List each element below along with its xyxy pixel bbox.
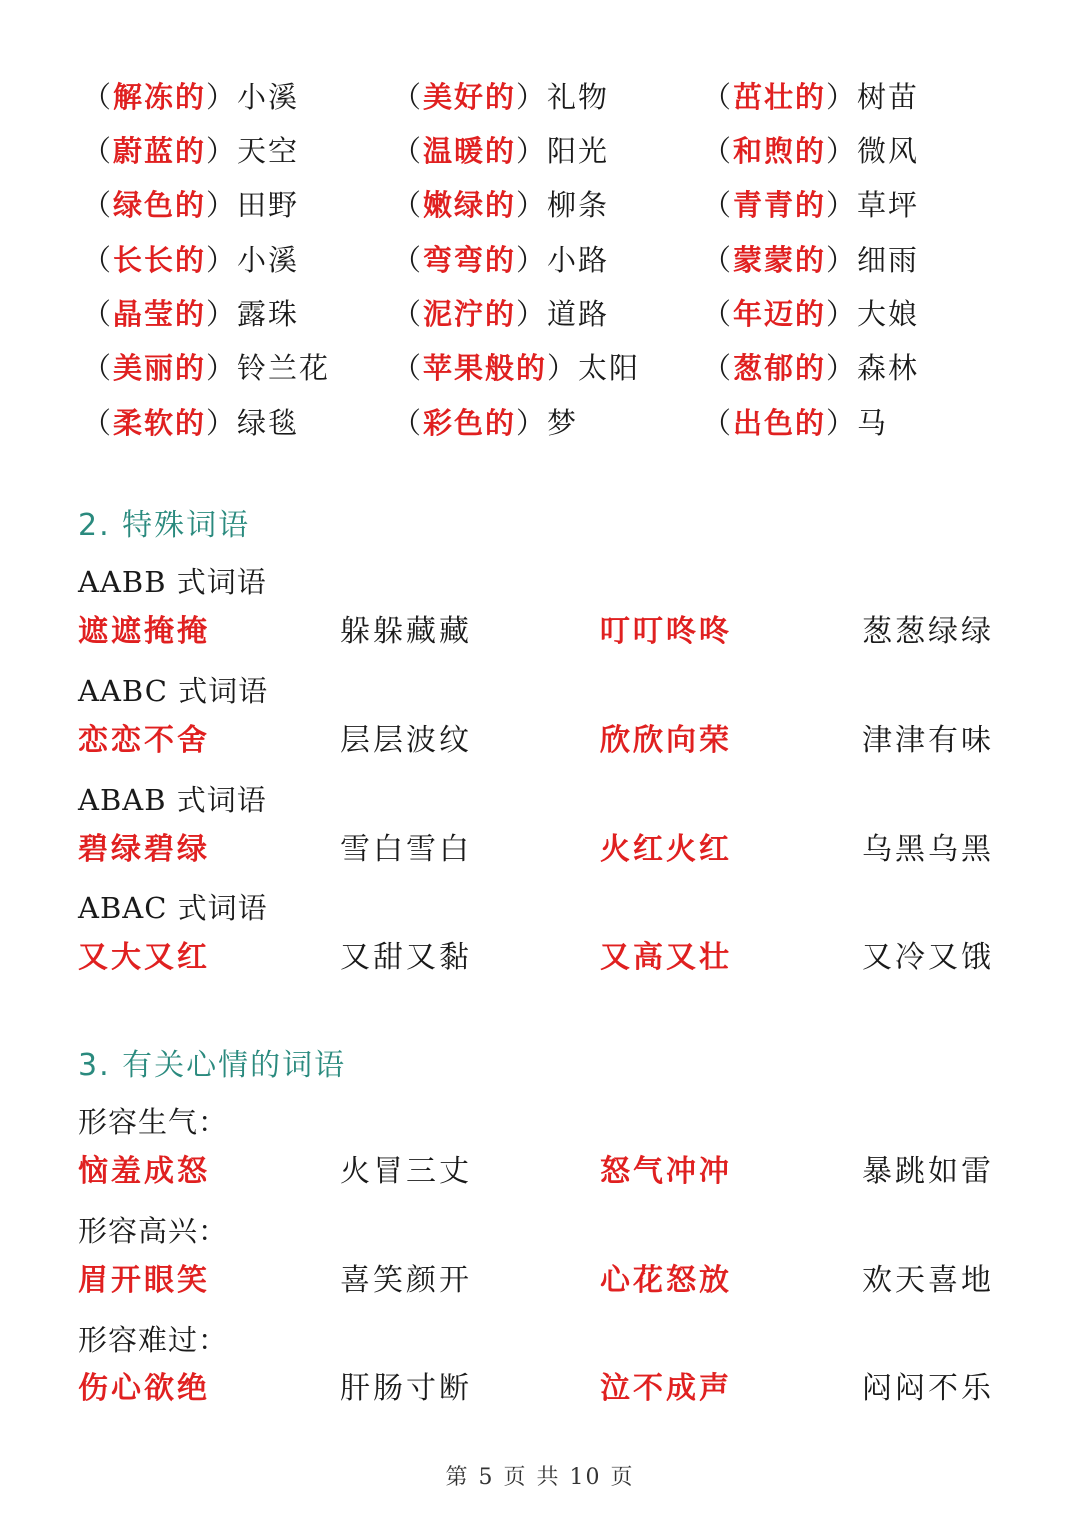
word-row bbox=[0, 1145, 1080, 1199]
noun: 微风 bbox=[857, 134, 920, 168]
close-paren: ） bbox=[516, 188, 548, 222]
group-label: ABAC 式词语 bbox=[78, 891, 268, 925]
open-paren: （ bbox=[82, 351, 114, 385]
adjective: 出色的 bbox=[733, 406, 827, 440]
word-item: 碧绿碧绿 bbox=[78, 832, 210, 867]
open-paren: （ bbox=[82, 297, 114, 331]
word-item: 火冒三丈 bbox=[340, 1154, 472, 1189]
fill-cell bbox=[392, 396, 578, 450]
word-item: 遮遮掩掩 bbox=[78, 614, 210, 649]
noun: 小路 bbox=[547, 243, 610, 277]
adjective: 蔚蓝的 bbox=[113, 134, 207, 168]
fill-cell bbox=[392, 287, 609, 341]
adjective: 和煦的 bbox=[733, 134, 827, 168]
open-paren: （ bbox=[392, 80, 424, 114]
section-3-title: 3. 有关心情的词语 bbox=[78, 1048, 347, 1083]
fill-cell bbox=[702, 396, 888, 450]
noun: 天空 bbox=[237, 134, 300, 168]
adjective: 长长的 bbox=[113, 243, 207, 277]
close-paren: ） bbox=[826, 80, 858, 114]
word-item: 闷闷不乐 bbox=[862, 1371, 994, 1406]
word-row bbox=[0, 605, 1080, 659]
close-paren: ） bbox=[206, 134, 238, 168]
close-paren: ） bbox=[826, 406, 858, 440]
adjective: 茁壮的 bbox=[733, 80, 827, 114]
fill-cell bbox=[82, 70, 299, 124]
word-item: 伤心欲绝 bbox=[78, 1371, 210, 1406]
fill-row bbox=[0, 341, 1080, 395]
fill-cell bbox=[82, 287, 299, 341]
noun: 柳条 bbox=[547, 188, 610, 222]
word-item: 恋恋不舍 bbox=[78, 723, 210, 758]
close-paren: ） bbox=[826, 297, 858, 331]
group-label: 形容生气： bbox=[78, 1105, 229, 1139]
close-paren: ） bbox=[206, 80, 238, 114]
adjective: 温暖的 bbox=[423, 134, 517, 168]
word-item: 葱葱绿绿 bbox=[862, 614, 994, 649]
open-paren: （ bbox=[82, 406, 114, 440]
fill-cell bbox=[82, 233, 299, 287]
noun: 太阳 bbox=[578, 351, 641, 385]
word-item: 雪白雪白 bbox=[340, 832, 472, 867]
word-item: 又高又壮 bbox=[600, 940, 732, 975]
adjective: 蒙蒙的 bbox=[733, 243, 827, 277]
fill-cell bbox=[702, 178, 919, 232]
noun: 森林 bbox=[857, 351, 920, 385]
open-paren: （ bbox=[392, 406, 424, 440]
adjective: 彩色的 bbox=[423, 406, 517, 440]
word-item: 眉开眼笑 bbox=[78, 1263, 210, 1298]
adjective: 嫩绿的 bbox=[423, 188, 517, 222]
close-paren: ） bbox=[516, 297, 548, 331]
close-paren: ） bbox=[516, 134, 548, 168]
word-item: 层层波纹 bbox=[340, 723, 472, 758]
word-item: 心花怒放 bbox=[600, 1263, 732, 1298]
noun: 树苗 bbox=[857, 80, 920, 114]
close-paren: ） bbox=[206, 188, 238, 222]
open-paren: （ bbox=[82, 188, 114, 222]
fill-row bbox=[0, 396, 1080, 450]
page-footer: 第 5 页 共 10 页 bbox=[445, 1465, 635, 1490]
word-item: 暴跳如雷 bbox=[862, 1154, 994, 1189]
close-paren: ） bbox=[547, 351, 579, 385]
open-paren: （ bbox=[392, 297, 424, 331]
word-row bbox=[0, 1254, 1080, 1308]
noun: 细雨 bbox=[857, 243, 920, 277]
fill-cell bbox=[702, 341, 919, 395]
open-paren: （ bbox=[82, 80, 114, 114]
word-row bbox=[0, 1362, 1080, 1416]
word-item: 喜笑颜开 bbox=[340, 1263, 472, 1298]
fill-cell bbox=[82, 396, 299, 450]
fill-cell bbox=[82, 341, 330, 395]
adjective: 葱郁的 bbox=[733, 351, 827, 385]
close-paren: ） bbox=[826, 188, 858, 222]
close-paren: ） bbox=[826, 134, 858, 168]
adjective: 苹果般的 bbox=[423, 351, 548, 385]
word-item: 躲躲藏藏 bbox=[340, 614, 472, 649]
adjective: 晶莹的 bbox=[113, 297, 207, 331]
fill-cell bbox=[392, 341, 640, 395]
adjective: 柔软的 bbox=[113, 406, 207, 440]
fill-cell bbox=[392, 178, 609, 232]
word-item: 又冷又饿 bbox=[862, 940, 994, 975]
noun: 礼物 bbox=[547, 80, 610, 114]
noun: 田野 bbox=[237, 188, 300, 222]
open-paren: （ bbox=[392, 188, 424, 222]
noun: 绿毯 bbox=[237, 406, 300, 440]
word-item: 欢天喜地 bbox=[862, 1263, 994, 1298]
word-item: 恼羞成怒 bbox=[78, 1154, 210, 1189]
noun: 马 bbox=[857, 406, 889, 440]
adjective: 解冻的 bbox=[113, 80, 207, 114]
close-paren: ） bbox=[826, 243, 858, 277]
fill-cell bbox=[392, 70, 609, 124]
word-item: 又大又红 bbox=[78, 940, 210, 975]
word-item: 欣欣向荣 bbox=[600, 723, 732, 758]
open-paren: （ bbox=[702, 351, 734, 385]
fill-row bbox=[0, 287, 1080, 341]
close-paren: ） bbox=[206, 351, 238, 385]
noun: 铃兰花 bbox=[237, 351, 331, 385]
noun: 道路 bbox=[547, 297, 610, 331]
close-paren: ） bbox=[206, 297, 238, 331]
close-paren: ） bbox=[516, 80, 548, 114]
fill-row bbox=[0, 233, 1080, 287]
noun: 阳光 bbox=[547, 134, 610, 168]
close-paren: ） bbox=[516, 243, 548, 277]
fill-row bbox=[0, 124, 1080, 178]
fill-cell bbox=[702, 287, 919, 341]
open-paren: （ bbox=[702, 188, 734, 222]
open-paren: （ bbox=[82, 243, 114, 277]
adjective: 美丽的 bbox=[113, 351, 207, 385]
group-label: ABAB 式词语 bbox=[78, 783, 267, 817]
adjective: 美好的 bbox=[423, 80, 517, 114]
fill-cell bbox=[702, 124, 919, 178]
fill-cell bbox=[82, 178, 299, 232]
open-paren: （ bbox=[392, 243, 424, 277]
open-paren: （ bbox=[392, 134, 424, 168]
word-item: 叮叮咚咚 bbox=[600, 614, 732, 649]
adjective: 青青的 bbox=[733, 188, 827, 222]
noun: 小溪 bbox=[237, 80, 300, 114]
noun: 梦 bbox=[547, 406, 579, 440]
noun: 大娘 bbox=[857, 297, 920, 331]
fill-cell bbox=[392, 124, 609, 178]
close-paren: ） bbox=[826, 351, 858, 385]
section-2-title: 2. 特殊词语 bbox=[78, 508, 251, 543]
noun: 露珠 bbox=[237, 297, 300, 331]
adjective: 泥泞的 bbox=[423, 297, 517, 331]
word-row bbox=[0, 714, 1080, 768]
word-item: 怒气冲冲 bbox=[600, 1154, 732, 1189]
group-label: AABC 式词语 bbox=[78, 674, 269, 708]
open-paren: （ bbox=[392, 351, 424, 385]
group-label: 形容难过： bbox=[78, 1323, 229, 1357]
noun: 草坪 bbox=[857, 188, 920, 222]
close-paren: ） bbox=[206, 243, 238, 277]
group-label: AABB 式词语 bbox=[78, 565, 267, 599]
adjective: 年迈的 bbox=[733, 297, 827, 331]
fill-cell bbox=[702, 70, 919, 124]
word-item: 火红火红 bbox=[600, 832, 732, 867]
fill-row bbox=[0, 178, 1080, 232]
close-paren: ） bbox=[206, 406, 238, 440]
group-label: 形容高兴： bbox=[78, 1214, 229, 1248]
open-paren: （ bbox=[702, 80, 734, 114]
word-item: 泣不成声 bbox=[600, 1371, 732, 1406]
word-item: 肝肠寸断 bbox=[340, 1371, 472, 1406]
fill-cell bbox=[702, 233, 919, 287]
open-paren: （ bbox=[702, 406, 734, 440]
word-row bbox=[0, 931, 1080, 985]
open-paren: （ bbox=[702, 297, 734, 331]
fill-cell bbox=[82, 124, 299, 178]
open-paren: （ bbox=[82, 134, 114, 168]
word-item: 又甜又黏 bbox=[340, 940, 472, 975]
open-paren: （ bbox=[702, 243, 734, 277]
noun: 小溪 bbox=[237, 243, 300, 277]
fill-cell bbox=[392, 233, 609, 287]
fill-row bbox=[0, 70, 1080, 124]
word-item: 乌黑乌黑 bbox=[862, 832, 994, 867]
close-paren: ） bbox=[516, 406, 548, 440]
adjective: 弯弯的 bbox=[423, 243, 517, 277]
adjective: 绿色的 bbox=[113, 188, 207, 222]
word-item: 津津有味 bbox=[862, 723, 994, 758]
word-row bbox=[0, 823, 1080, 877]
open-paren: （ bbox=[702, 134, 734, 168]
